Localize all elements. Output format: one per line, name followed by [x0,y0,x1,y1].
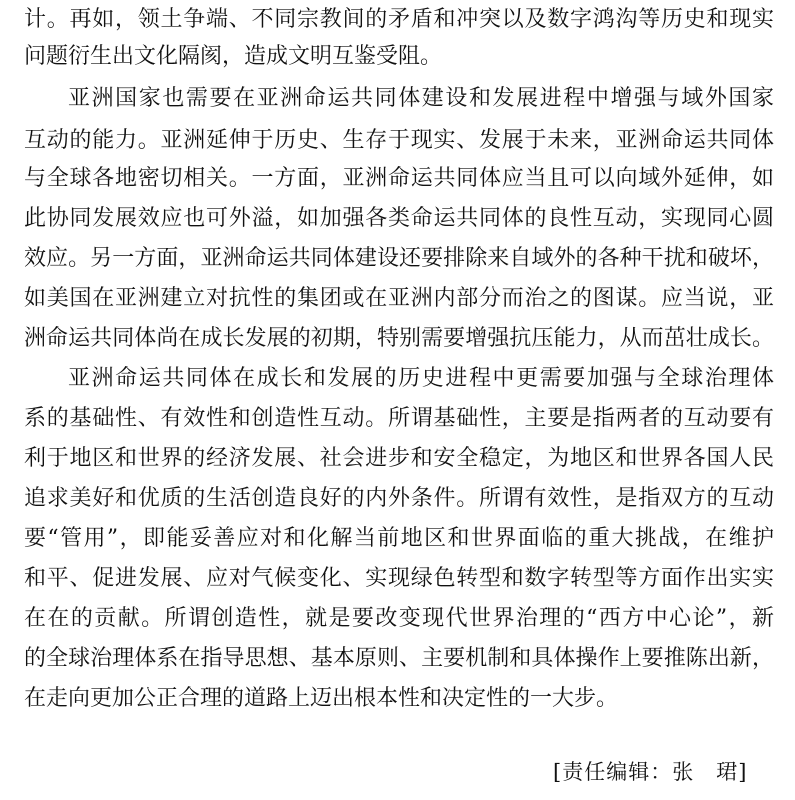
text-line: 效应。另一方面，亚洲命运共同体建设还要排除来自域外的各种干扰和破坏， [24,246,774,271]
text-line: 问题衍生出文化隔阂，造成文明互鉴受阻。 [24,44,443,69]
text-line: 在走向更加公正合理的道路上迈出根本性和决定性的一大步。 [24,686,619,711]
text-line: 和平、促进发展、应对气候变化、实现绿色转型和数字转型等方面作出实实 [24,566,774,591]
text-line: 利于地区和世界的经济发展、社会进步和安全稳定，为地区和世界各国人民 [24,446,774,471]
text-line: 计。再如，领土争端、不同宗教间的矛盾和冲突以及数字鸿沟等历史和现实 [24,7,774,32]
paragraph-first-line: 亚洲国家也需要在亚洲命运共同体建设和发展进程中增强与域外国家 [68,86,774,111]
text-line: 的全球治理体系在指导思想、基本原则、主要机制和具体操作上要推陈出新， [24,646,774,671]
text-line: 此协同发展效应也可外溢，如加强各类命运共同体的良性互动，实现同心圆 [24,206,774,231]
text-line: 洲命运共同体尚在成长发展的初期，特别需要增强抗压能力，从而茁壮成长。 [24,326,774,351]
text-line: 与全球各地密切相关。一方面，亚洲命运共同体应当且可以向域外延伸，如 [24,166,774,191]
text-line: 如美国在亚洲建立对抗性的集团或在亚洲内部分而治之的图谋。应当说，亚 [24,286,774,311]
editor-credit: [责任编辑：张 珺] [553,760,748,784]
text-line: 互动的能力。亚洲延伸于历史、生存于现实、发展于未来，亚洲命运共同体 [24,128,774,153]
text-line: 系的基础性、有效性和创造性互动。所谓基础性，主要是指两者的互动要有 [24,406,774,431]
text-line: 追求美好和优质的生活创造良好的内外条件。所谓有效性，是指双方的互动 [24,486,774,511]
text-line: 要“管用”，即能妥善应对和化解当前地区和世界面临的重大挑战，在维护 [24,526,774,551]
paragraph-first-line: 亚洲命运共同体在成长和发展的历史进程中更需要加强与全球治理体 [68,366,774,391]
text-line: 在在的贡献。所谓创造性，就是要改变现代世界治理的“西方中心论”，新 [24,606,774,631]
